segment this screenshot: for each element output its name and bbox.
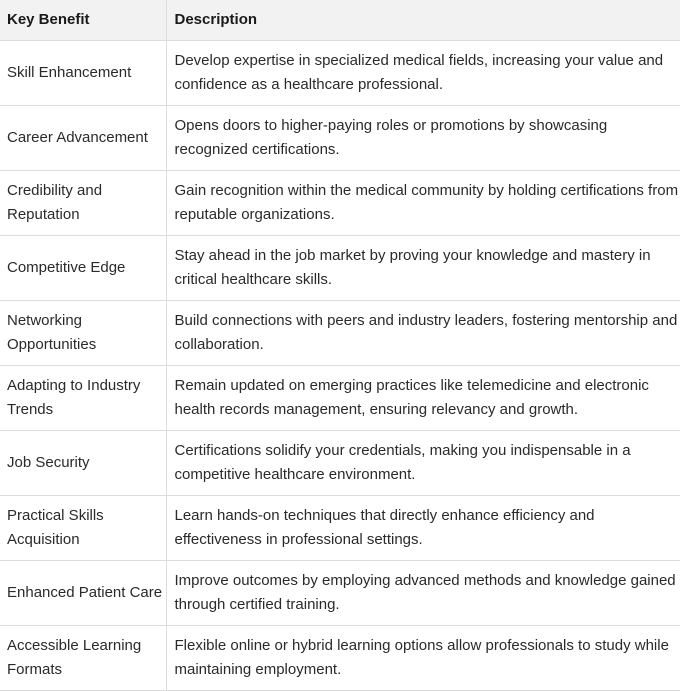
description-cell: Gain recognition within the medical community by holding certifications from reputable organizations. <box>166 171 680 236</box>
header-row <box>0 0 680 41</box>
benefit-cell: Credibility and Reputation <box>0 171 166 236</box>
table-row <box>0 431 680 496</box>
benefit-cell: Practical Skills Acquisition <box>0 496 166 561</box>
benefit-cell: Career Advancement <box>0 106 166 171</box>
column-header-description: Description <box>166 0 680 41</box>
table-row <box>0 236 680 301</box>
description-cell: Develop expertise in specialized medical fields, increasing your value and confidence as a healthcare professional. <box>166 41 680 106</box>
benefit-cell: Accessible Learning Formats <box>0 626 166 691</box>
description-cell: Flexible online or hybrid learning options allow professionals to study while maintaining employment. <box>166 626 680 691</box>
table-row <box>0 106 680 171</box>
table-row <box>0 301 680 366</box>
description-cell: Certifications solidify your credentials, making you indispensable in a competitive healthcare environment. <box>166 431 680 496</box>
description-cell: Stay ahead in the job market by proving your knowledge and mastery in critical healthcare skills. <box>166 236 680 301</box>
benefit-cell: Enhanced Patient Care <box>0 561 166 626</box>
table-row <box>0 366 680 431</box>
table-row <box>0 561 680 626</box>
benefit-cell: Competitive Edge <box>0 236 166 301</box>
column-header-key-benefit: Key Benefit <box>0 0 166 41</box>
description-cell: Build connections with peers and industry leaders, fostering mentorship and collaboration. <box>166 301 680 366</box>
benefit-cell: Skill Enhancement <box>0 41 166 106</box>
benefit-cell: Job Security <box>0 431 166 496</box>
description-cell: Opens doors to higher-paying roles or promotions by showcasing recognized certifications. <box>166 106 680 171</box>
table-row <box>0 171 680 236</box>
table-row <box>0 626 680 691</box>
benefit-cell: Adapting to Industry Trends <box>0 366 166 431</box>
description-cell: Improve outcomes by employing advanced methods and knowledge gained through certified training. <box>166 561 680 626</box>
description-cell: Learn hands-on techniques that directly enhance efficiency and effectiveness in professional settings. <box>166 496 680 561</box>
description-cell: Remain updated on emerging practices like telemedicine and electronic health records management, ensuring relevancy and growth. <box>166 366 680 431</box>
benefit-cell: Networking Opportunities <box>0 301 166 366</box>
table-body <box>0 41 680 691</box>
table-header <box>0 0 680 41</box>
table-row <box>0 41 680 106</box>
table-row <box>0 496 680 561</box>
